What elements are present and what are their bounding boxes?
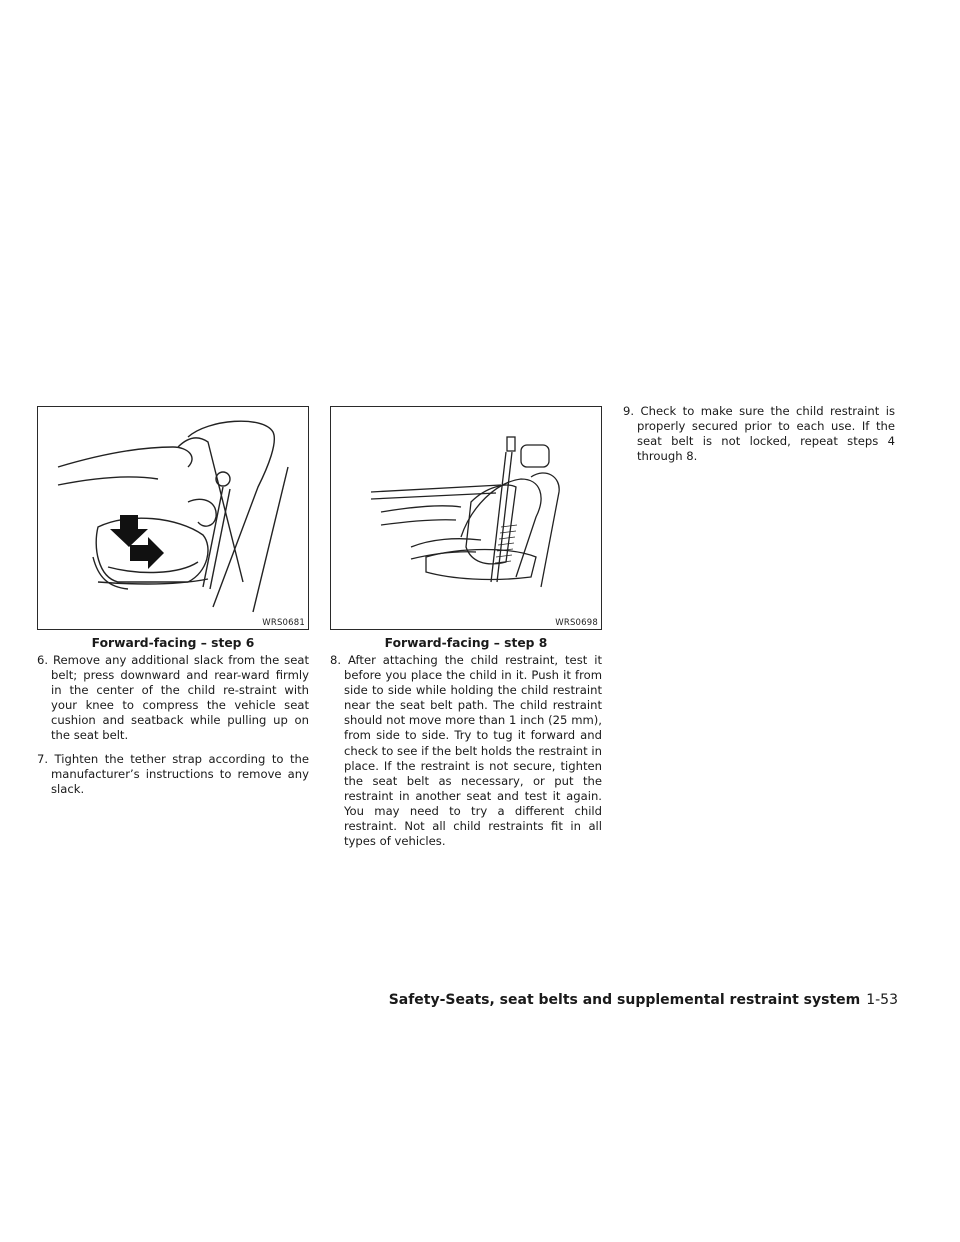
page-footer [389,992,898,1008]
step-6-text: 6. Remove any additional slack from the seat belt; press downward and rear-ward firmly in the center of the child re-straint with your knee to compress the vehicle seat cushion and seatback while pulling up on the seat belt. [37,653,309,743]
figure-code: WRS0698 [555,618,598,628]
column-left [37,406,309,805]
figure-step8-illustration [330,406,602,630]
column-right [623,404,895,472]
child-seat-knee-press-drawing [38,407,308,629]
section-title: Safety-Seats, seat belts and supplemental restraint system [388,992,861,1008]
step-9-text: 9. Check to make sure the child restraint is properly secured prior to each use. If the seat belt is not locked, repeat steps 4 through 8. [623,404,895,464]
figure-code: WRS0681 [262,618,305,628]
step-8-text: 8. After attaching the child restraint, test it before you place the child in it. Push it from side to side while holding the child restraint near the seat belt path. The child restraint should not move more than 1 inch (25 mm), from side to side. Try to tug it forward and check to see if the belt holds the restraint in place. If the restraint is not secure, tighten the seat belt as necessary, or put the restraint in another seat and test it again. You may need to try a different child restraint. Not all child restraints fit in all types of vehicles. [330,653,602,849]
figure-caption: Forward-facing – step 8 [384,636,548,650]
figure-step6-illustration [37,406,309,630]
child-seat-side-test-drawing [331,407,601,629]
page-number: 1-53 [866,992,898,1008]
step-7-text: 7. Tighten the tether strap according to the manufacturer’s instructions to remove any slack. [37,751,309,796]
column-middle [330,406,602,857]
figure-caption: Forward-facing – step 6 [91,636,255,650]
